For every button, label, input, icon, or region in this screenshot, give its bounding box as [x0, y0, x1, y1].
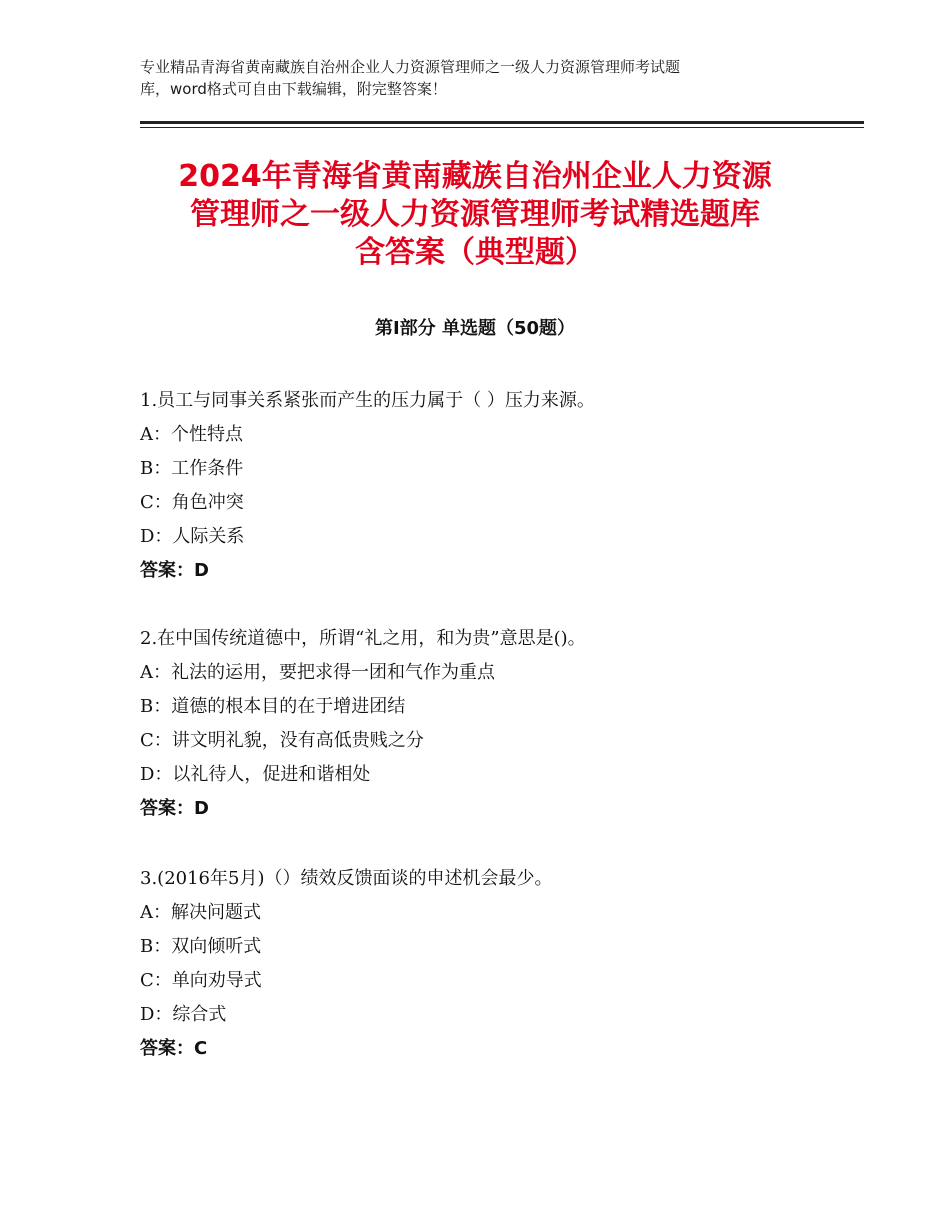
question-stem: 1.员工与同事关系紧张而产生的压力属于（ ）压力来源。: [140, 390, 595, 411]
option-a: A：礼法的运用，要把求得一团和气作为重点: [140, 662, 495, 683]
answer: 答案：D: [140, 798, 209, 819]
document-title-line3: 含答案（典型题）: [355, 235, 595, 270]
header-divider-thick: [140, 121, 864, 124]
option-b: B：工作条件: [140, 458, 244, 479]
answer: 答案：D: [140, 560, 209, 581]
option-c: C：讲文明礼貌，没有高低贵贱之分: [140, 730, 424, 751]
option-b: B：双向倾听式: [140, 936, 262, 957]
question-stem: 3.(2016年5月)（）绩效反馈面谈的申述机会最少。: [140, 868, 553, 889]
question-2: [140, 622, 840, 826]
option-d: D：人际关系: [140, 526, 245, 547]
document-title-line1: 2024年青海省黄南藏族自治州企业人力资源: [178, 159, 772, 194]
section-title: 第Ⅰ部分 单选题（50题）: [374, 318, 575, 339]
header-note-line2: 库，word格式可自由下载编辑，附完整答案！: [140, 80, 447, 98]
header-note: [140, 56, 840, 100]
option-c: C：单向劝导式: [140, 970, 262, 991]
question-3: [140, 862, 840, 1066]
header-note-line1: 专业精品青海省黄南藏族自治州企业人力资源管理师之一级人力资源管理师考试题: [140, 58, 681, 76]
question-1: [140, 384, 840, 588]
document-title-line2: 管理师之一级人力资源管理师考试精选题库: [190, 197, 760, 232]
header-divider-thin: [140, 127, 864, 128]
option-a: A：解决问题式: [140, 902, 261, 923]
document-title: [140, 158, 810, 272]
question-stem: 2.在中国传统道德中，所谓“礼之用，和为贵”意思是()。: [140, 628, 586, 649]
option-a: A：个性特点: [140, 424, 243, 445]
option-b: B：道德的根本目的在于增进团结: [140, 696, 406, 717]
option-d: D：以礼待人，促进和谐相处: [140, 764, 371, 785]
option-d: D：综合式: [140, 1004, 227, 1025]
answer: 答案：C: [140, 1038, 208, 1059]
option-c: C：角色冲突: [140, 492, 244, 513]
